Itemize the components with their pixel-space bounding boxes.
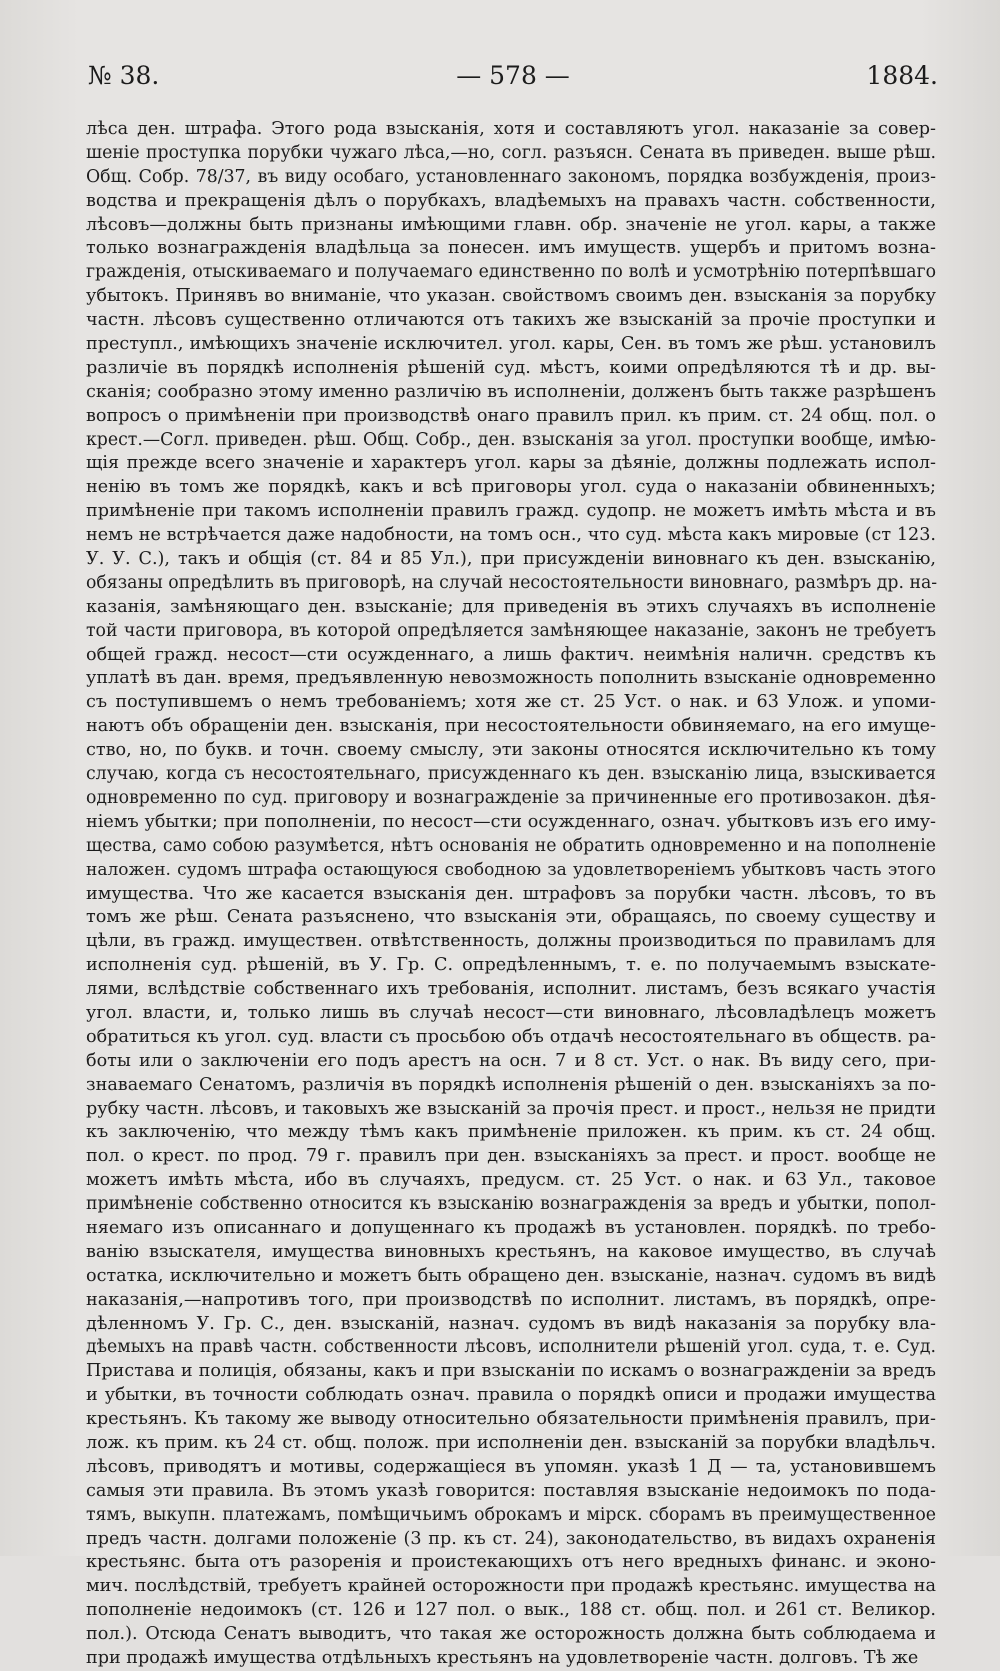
text-line: ванію взыскателя, имущества виновныхъ крестьянъ, на каковое имущество, въ случаѣ [86, 1241, 936, 1262]
text-line: цѣли, въ гражд. имуществен. отвѣтственность, должны производиться по правиламъ для [86, 931, 936, 952]
text-line: знаваемаго Сенатомъ, различія въ порядкѣ исполненія рѣшеній о ден. взысканіяхъ за по- [86, 1074, 936, 1095]
text-line: дѣленномъ У. Гр. С., ден. взысканій, назнач. судомъ въ видѣ наказанія за порубку вла- [86, 1313, 936, 1334]
text-line: У. У. С.), такъ и общія (ст. 84 и 85 Ул.), при присужденіи виновнаго къ ден. взысканію, [86, 549, 936, 570]
text-line: при продажѣ имущества отдѣльныхъ крестьянъ на удовлетвореніе частн. долговъ. Тѣ же [86, 1648, 919, 1668]
text-line: только вознагражденія владѣльца за понесен. имъ имуществ. ущербъ и притомъ возна- [86, 238, 936, 259]
text-line: обратиться къ угол. суд. власти съ просьбою объ отдачѣ несостоятельнаго въ обществ. ра- [86, 1026, 936, 1047]
text-line: рубку частн. лѣсовъ, и таковыхъ же взысканій за прочія прест. и прост., нельзя не придти [86, 1098, 936, 1119]
page-header [88, 58, 938, 94]
text-line: щія прежде всего значеніе и характеръ угол. кары за дѣяніе, должны подлежать испол- [86, 453, 936, 474]
text-line: лями, вслѣдствіе собственнаго ихъ требованія, исполнит. листамъ, безъ всякаго участія [86, 979, 936, 1000]
text-line: угол. власти, и, только лишь въ случаѣ несост—сти виновнаго, лѣсовладѣлецъ можетъ [86, 1002, 936, 1023]
text-line: крестьянъ. Къ такому же выводу относительно обязательности примѣненія правилъ, при- [86, 1409, 936, 1430]
text-line: боты или о заключеніи его подъ арестъ на осн. 7 и 8 ст. Уст. о нак. Въ виду сего, при- [86, 1050, 936, 1071]
text-line: лѣса ден. штрафа. Этого рода взысканія, хотя и составляютъ угол. наказаніе за совер- [86, 119, 936, 139]
text-line: лож. къ прим. къ 24 ст. общ. полож. при исполненіи ден. взысканій за порубки владѣльч. [86, 1432, 936, 1453]
body-text [86, 118, 938, 1668]
text-line: водства и прекращенія дѣлъ о порубкахъ, владѣемыхъ на правахъ частн. собственности, [86, 190, 936, 211]
text-line: томъ же рѣш. Сената разъяснено, что взысканія эти, обращаясь, по своему существу и [86, 907, 936, 928]
text-line: дѣемыхъ на правѣ частн. собственности лѣсовъ, исполнители рѣшеній угол. суда, т. е. Суд. [86, 1337, 936, 1358]
text-line: уплатѣ въ дан. время, предъявленную невозможность пополнить взысканіе одновременно [86, 668, 936, 689]
text-line: щества, само собою разумѣется, нѣтъ основанія не обратить одновременно и на пополненіе [86, 835, 936, 856]
text-line: вопросъ о примѣненіи при производствѣ онаго правилъ прил. къ прим. ст. 24 общ. пол. о [86, 405, 936, 426]
text-line: наютъ объ обращеніи ден. взысканія, при несостоятельности обвиняемаго, на его имуще- [86, 716, 936, 737]
text-line: ство, но, по букв. и точн. своему смыслу, эти законы относятся исключительно къ тому [86, 740, 936, 761]
text-line: исполненія суд. рѣшеній, въ У. Гр. С. опредѣленнымъ, т. е. по получаемымъ взыскате- [86, 955, 936, 976]
text-line: тямъ, выкупн. платежамъ, помѣщичьимъ оброкамъ и мірск. сборамъ въ преимущественное [86, 1504, 936, 1525]
year: 1884. [866, 61, 938, 90]
text-line: самыя эти правила. Въ этомъ указѣ говорится: поставляя взысканіе недоимокъ по пода- [86, 1480, 936, 1501]
text-line: немъ не встрѣчается даже надобности, на томъ осн., что суд. мѣста какъ мировые (ст 123. [86, 525, 936, 546]
text-line: и убытки, въ точности соблюдать означ. правила о порядкѣ описи и продажи имущества [86, 1385, 936, 1406]
text-line: различіе въ порядкѣ исполненія рѣшеній суд. мѣстъ, коими опредѣляются тѣ и др. вы- [86, 357, 936, 378]
text-line: ніемъ убытки; при пополненіи, по несост—сти осужденнаго, означ. убытковъ изъ его иму- [86, 811, 936, 832]
text-line: преступл., имѣющихъ значеніе исключител. угол. кары, Сен. въ томъ же рѣш. установилъ [86, 334, 936, 355]
text-line: крестьянс. быта отъ разоренія и проистекающихъ отъ него вредныхъ финанс. и эконо- [86, 1552, 936, 1573]
text-line: съ поступившемъ о немъ требованіемъ; хотя же ст. 25 Уст. о нак. и 63 Улож. и упоми- [86, 692, 936, 713]
text-line: убытокъ. Принявъ во вниманіе, что указан. свойствомъ своимъ ден. взысканія за порубку [86, 286, 936, 307]
text-line: частн. лѣсовъ существенно отличаются отъ такихъ же взысканій за прочіе проступки и [86, 310, 936, 331]
text-line: няемаго изъ описаннаго и допущеннаго къ продажѣ въ установлен. порядкѣ. по требо- [86, 1217, 936, 1238]
text-line: сканія; сообразно этому именно различію въ исполненіи, долженъ быть также разрѣшенъ [86, 381, 936, 402]
text-line: той части приговора, въ которой опредѣляется замѣняющее наказаніе, законъ не требуетъ [86, 620, 936, 641]
issue-number: № 38. [88, 61, 160, 90]
text-line: крест.—Согл. приведен. рѣш. Общ. Собр., ден. взысканія за угол. проступки вообще, имѣю- [86, 429, 936, 450]
text-line: примѣненіе собственно относится къ взысканію вознагражденія за вредъ и убытки, попол- [86, 1194, 936, 1215]
text-line: лѣсовъ, приводятъ и мотивы, содержащіеся въ упомян. указѣ 1 Д — та, установившемъ [86, 1456, 936, 1477]
text-line: Пристава и полиція, обязаны, какъ и при взысканіи по искамъ о вознагражденіи за вредъ [86, 1361, 936, 1382]
text-line: предъ частн. долгами положеніе (3 пр. къ ст. 24), законодательство, въ видахъ охраненія [86, 1528, 936, 1549]
text-line: наложен. судомъ штрафа остающуюся свободною за удовлетвореніемъ убытковъ часть этого [86, 859, 936, 880]
text-line: къ заключенію, что между тѣмъ какъ примѣненіе приложен. къ прим. къ ст. 24 общ. [86, 1122, 936, 1143]
text-line: пол.). Отсюда Сенатъ выводитъ, что такая же осторожность должна быть соблюдаема и [86, 1624, 936, 1645]
text-line: казанія, замѣняющаго ден. взысканіе; для приведенія въ этихъ случаяхъ въ исполненіе [86, 596, 936, 617]
text-line: случаю, когда съ несостоятельнаго, присужденнаго къ ден. взысканію лица, взыскивается [86, 764, 936, 785]
text-line: можетъ имѣть мѣста, ибо въ случаяхъ, предусм. ст. 25 Уст. о нак. и 63 Ул., таковое [86, 1170, 936, 1191]
text-line: пол. о крест. по прод. 79 г. правилъ при ден. взысканіяхъ за прест. и прост. вообще не [86, 1146, 936, 1167]
text-line: общей гражд. несост—сти осужденнаго, а лишь фактич. неимѣнія наличн. средствъ къ [86, 644, 936, 665]
text-line: одновременно по суд. приговору и вознагражденіе за причиненные его противозакон. дѣя- [86, 787, 936, 808]
page-number: — 578 — [456, 61, 570, 90]
text-line: примѣненіе при такомъ исполненіи правилъ гражд. судопр. не можетъ имѣть мѣста и въ [86, 501, 936, 522]
text-line: ненію въ томъ же порядкѣ, какъ и всѣ приговоры угол. суда о наказаніи обвиненныхъ; [86, 477, 936, 498]
text-line: пополненіе недоимокъ (ст. 126 и 127 пол. о вык., 188 ст. общ. пол. и 261 ст. Великор. [86, 1600, 936, 1621]
text-line: Общ. Собр. 78/37, въ виду особаго, установленнаго закономъ, порядка возбужденія, произ- [86, 166, 936, 187]
text-line: лѣсовъ—должны быть признаны имѣющими главн. обр. значеніе не угол. кары, а также [86, 214, 936, 235]
text-line: гражденія, отыскиваемаго и получаемаго единственно по волѣ и усмотрѣнію потерпѣвшаго [86, 262, 936, 283]
text-line: наказанія,—напротивъ того, при производствѣ по исполнит. листамъ, въ порядкѣ, опре- [86, 1289, 936, 1310]
text-line: шеніе проступка порубки чужаго лѣса,—но, согл. разъясн. Сената въ приведен. выше рѣш. [86, 142, 936, 163]
text-line: имущества. Что же касается взысканія ден. штрафовъ за порубки частн. лѣсовъ, то въ [86, 883, 936, 904]
text-line: остатка, исключительно и можетъ быть обращено ден. взысканіе, назнач. судомъ въ видѣ [86, 1265, 936, 1286]
text-line: мич. послѣдствій, требуетъ крайней осторожности при продажѣ крестьянс. имущества на [86, 1576, 936, 1597]
text-line: обязаны опредѣлить въ приговорѣ, на случай несостоятельности виновнаго, размѣръ др. на- [86, 572, 938, 593]
